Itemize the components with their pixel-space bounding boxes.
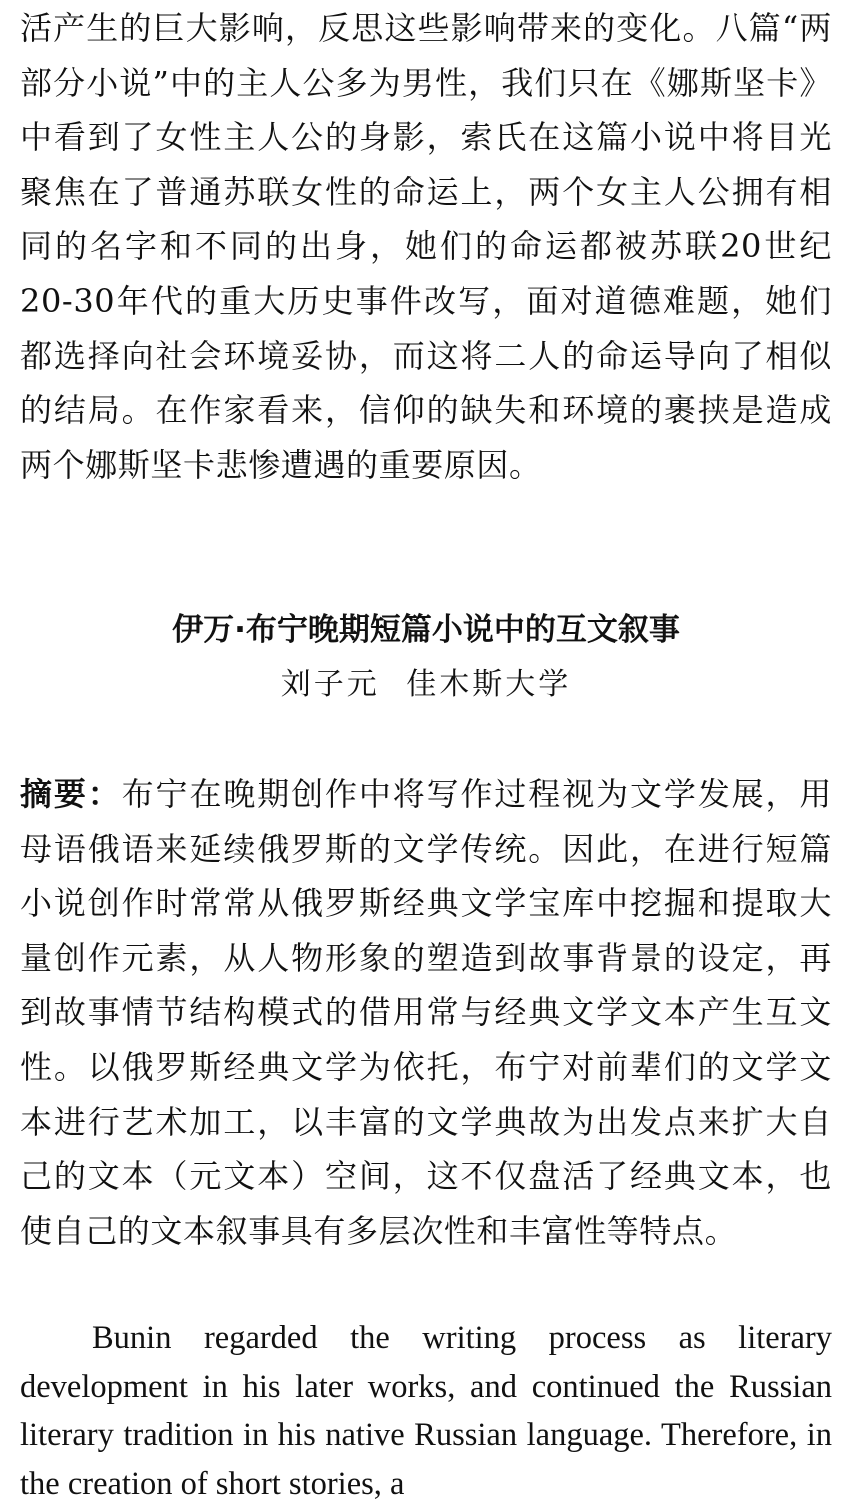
article-title: 伊万·布宁晚期短篇小说中的互文叙事 (172, 612, 680, 648)
abstract-paragraph (20, 767, 832, 1258)
abstract-label: 摘要： (20, 775, 122, 813)
document-page (20, 0, 832, 1502)
article-author: 刘子元 佳木斯大学 (280, 667, 572, 702)
intro-paragraph: 活产生的巨大影响，反思这些影响带来的变化。八篇“两部分小说”中的主人公多为男性，我们只在《娜斯坚卡》中看到了女性主人公的身影，索氏在这篇小说中将目光聚焦在了普通苏联女性的命运上，两个女主人公拥有相同的名字和不同的出身，她们的命运都被苏联20世纪20-30年代的重大历史事件改写，面对道德难题，她们都选择向社会环境妥协，而这将二人的命运导向了相似的结局。在作家看来，信仰的缺失和环境的裹挟是造成两个娜斯坚卡悲惨遭遇的重要原因。 (20, 9, 832, 484)
abstract-text: 布宁在晚期创作中将写作过程视为文学发展，用母语俄语来延续俄罗斯的文学传统。因此，在进行短篇小说创作时常常从俄罗斯经典文学宝库中挖掘和提取大量创作元素，从人物形象的塑造到故事背景的设定，再到故事情节结构模式的借用常与经典文学文本产生互文性。以俄罗斯经典文学为依托，布宁对前辈们的文学文本进行艺术加工，以丰富的文学典故为出发点来扩大自己的文本（元文本）空间，这不仅盘活了经典文本，也使自己的文本叙事具有多层次性和丰富性等特点。 (20, 775, 832, 1250)
english-abstract: Bunin regarded the writing process as literary development in his later works, and continued the Russian literary tradition in his native Russian language. Therefore, in the creation of short stories, a (20, 1320, 832, 1502)
